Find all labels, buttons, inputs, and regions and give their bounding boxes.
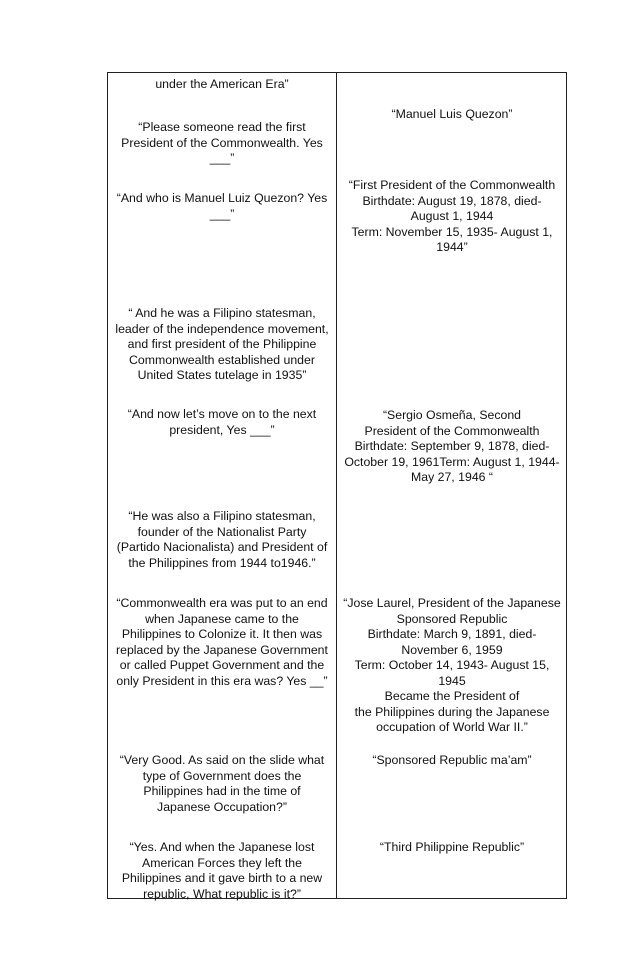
teacher-line: “Commonwealth era was put to an end when Japanese came to the Philippines to Colonize it. It then was replaced by the Japanese Government or called Puppet Government and the only President in this era was? Yes __” (116, 596, 328, 688)
teacher-line: “ And he was a Filipino statesman, leader of the independence movement, and first president of the Philippine Commonwealth established under United States tutelage in 1935” (115, 306, 329, 382)
student-line: “First President of the Commonwealth Birthdate: August 19, 1878, died- August 1, 1944 Term: November 15, 1935- August 1, 1944” (348, 178, 556, 254)
student-line: “Sergio Osmeña, Second President of the Commonwealth Birthdate: September 9, 1878, died- October 19, 1961Term: August 1, 1944- May 27, 1946 “ (344, 408, 560, 484)
column-divider (336, 73, 337, 898)
teacher-line: “Very Good. As said on the slide what type of Government does the Philippines had in the time of Japanese Occupation?” (119, 753, 325, 814)
teacher-line: under the American Era” (155, 77, 289, 91)
teacher-line: “Please someone read the first President of the Commonwealth. Yes ___” (121, 120, 323, 165)
teacher-line: “He was also a Filipino statesman, founder of the Nationalist Party (Partido Nacionalista) and President of the Philippines from 1944 to1946.” (116, 509, 328, 570)
dialogue-table (107, 72, 567, 899)
student-line: “Sponsored Republic ma’am” (372, 753, 532, 767)
student-line: “Manuel Luis Quezon” (391, 107, 513, 121)
teacher-line: “And who is Manuel Luiz Quezon? Yes ___” (116, 191, 328, 221)
teacher-line: “Yes. And when the Japanese lost American Forces they left the Philippines and it gave birth to a new republic, What republic is it?” (121, 840, 323, 901)
student-line: “Third Philippine Republic” (379, 840, 525, 854)
student-line: “Jose Laurel, President of the Japanese Sponsored Republic Birthdate: March 9, 1891, died- November 6, 1959 Term: October 14, 1943- August 15, 1945 Became the President of the Philippines during the Japanese occupation of World War II.” (343, 596, 561, 734)
teacher-line: “And now let’s move on to the next president, Yes ___” (127, 407, 317, 437)
